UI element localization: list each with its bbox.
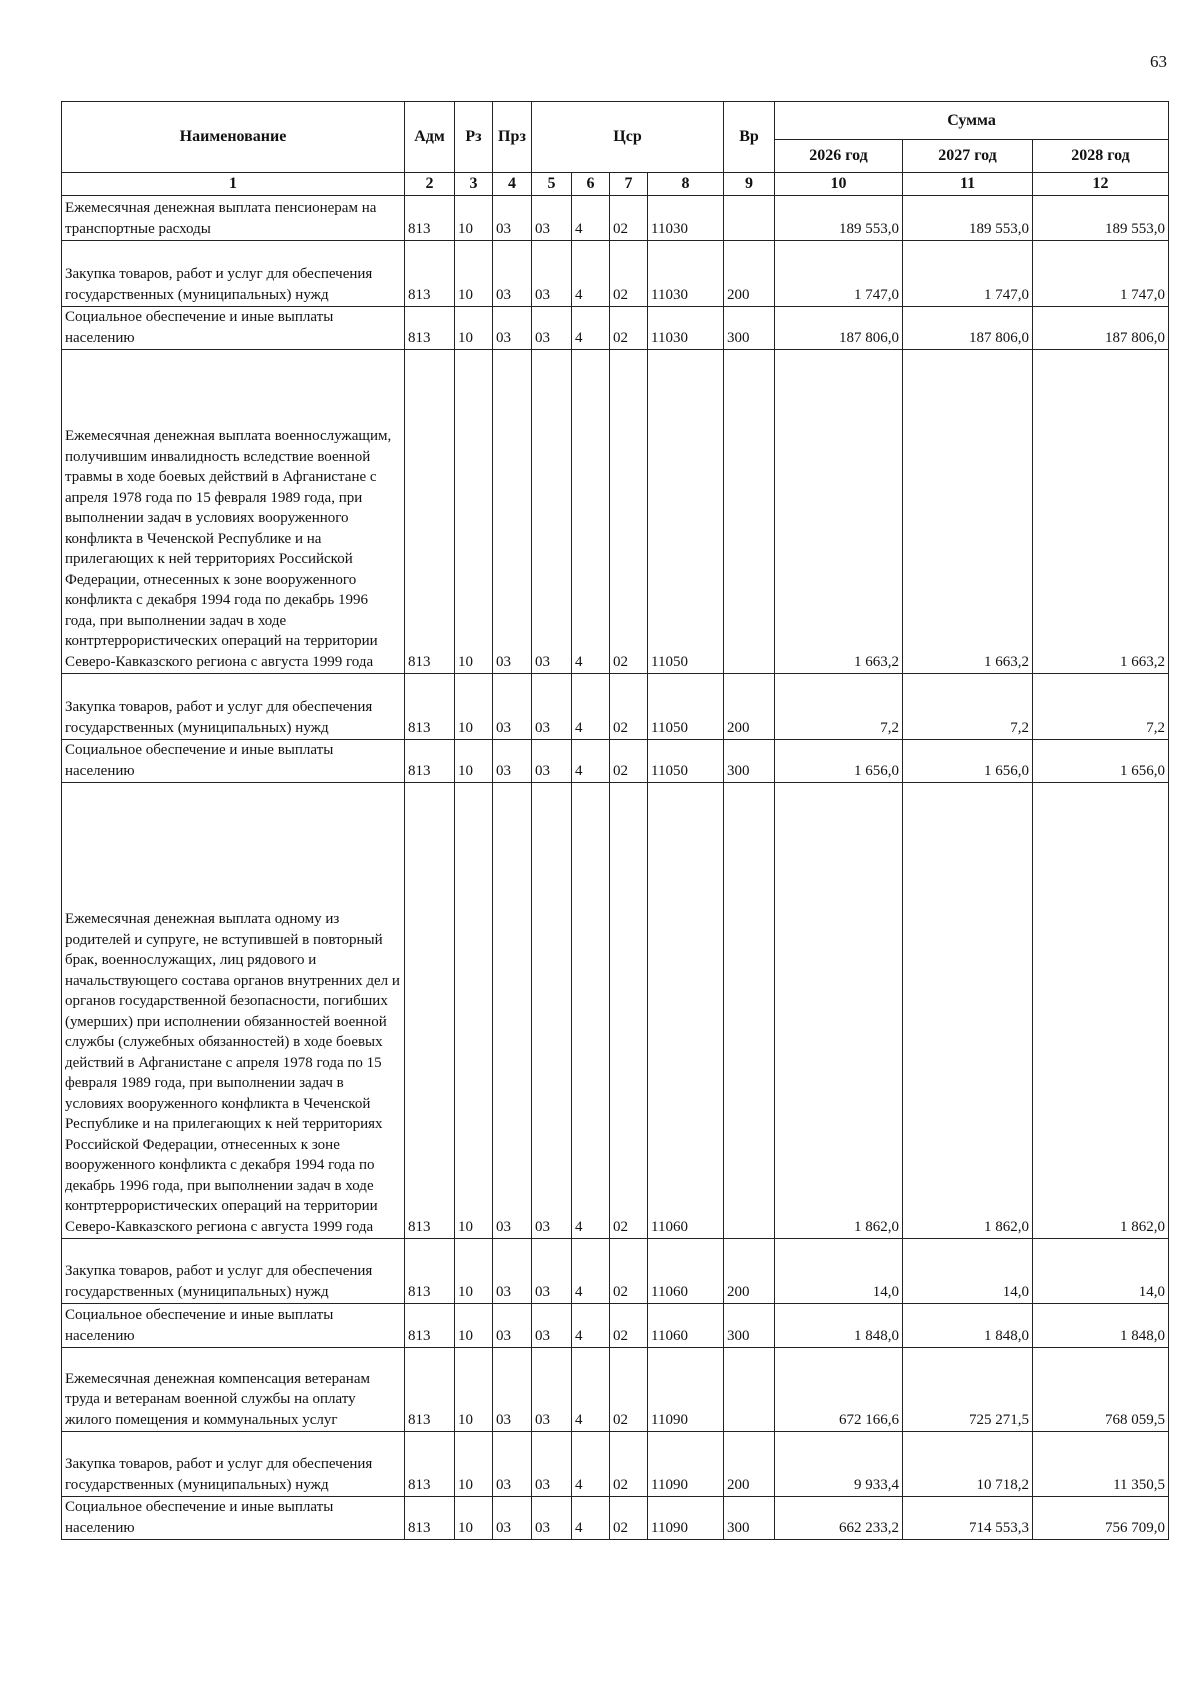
row-vr: 300 xyxy=(724,1304,775,1348)
column-number-row xyxy=(62,173,1169,196)
row-csr-8: 11060 xyxy=(648,1304,724,1348)
row-csr-7: 02 xyxy=(610,1304,648,1348)
row-csr-6: 4 xyxy=(572,1239,610,1304)
row-sum-2027: 1 656,0 xyxy=(903,740,1033,783)
row-sum-2026: 14,0 xyxy=(775,1239,903,1304)
page-number: 63 xyxy=(1150,52,1167,71)
row-sum-2027: 714 553,3 xyxy=(903,1497,1033,1540)
table-row xyxy=(62,1239,1169,1304)
row-csr-8: 11050 xyxy=(648,674,724,740)
row-sum-2026: 662 233,2 xyxy=(775,1497,903,1540)
row-sum-2028: 1 862,0 xyxy=(1033,783,1169,1239)
row-sum-2026: 1 848,0 xyxy=(775,1304,903,1348)
table-row xyxy=(62,674,1169,740)
row-rz: 10 xyxy=(455,740,493,783)
row-sum-2027: 189 553,0 xyxy=(903,196,1033,241)
row-csr-8: 11030 xyxy=(648,307,724,350)
row-csr-5: 03 xyxy=(532,1432,572,1497)
row-sum-2027: 10 718,2 xyxy=(903,1432,1033,1497)
row-csr-5: 03 xyxy=(532,307,572,350)
header-year-2028: 2028 год xyxy=(1033,140,1169,173)
row-csr-6: 4 xyxy=(572,307,610,350)
row-vr: 200 xyxy=(724,674,775,740)
row-csr-8: 11090 xyxy=(648,1497,724,1540)
row-adm: 813 xyxy=(405,307,455,350)
table-row xyxy=(62,241,1169,307)
col-number: 8 xyxy=(648,173,724,196)
row-vr: 200 xyxy=(724,1239,775,1304)
row-sum-2026: 1 656,0 xyxy=(775,740,903,783)
row-name: Закупка товаров, работ и услуг для обеспечения государственных (муниципальных) нужд xyxy=(62,241,405,307)
row-rz: 10 xyxy=(455,1432,493,1497)
row-sum-2028: 1 656,0 xyxy=(1033,740,1169,783)
row-csr-5: 03 xyxy=(532,350,572,674)
row-csr-5: 03 xyxy=(532,1497,572,1540)
row-csr-6: 4 xyxy=(572,196,610,241)
col-number: 5 xyxy=(532,173,572,196)
col-number: 1 xyxy=(62,173,405,196)
row-csr-6: 4 xyxy=(572,241,610,307)
row-name: Ежемесячная денежная выплата пенсионерам на транспортные расходы xyxy=(62,196,405,241)
row-rz: 10 xyxy=(455,241,493,307)
col-number: 4 xyxy=(493,173,532,196)
row-csr-6: 4 xyxy=(572,783,610,1239)
table-row xyxy=(62,783,1169,1239)
row-vr: 200 xyxy=(724,241,775,307)
row-sum-2027: 1 848,0 xyxy=(903,1304,1033,1348)
row-sum-2026: 672 166,6 xyxy=(775,1348,903,1432)
row-rz: 10 xyxy=(455,196,493,241)
budget-table xyxy=(61,101,1169,1540)
row-csr-5: 03 xyxy=(532,783,572,1239)
row-csr-7: 02 xyxy=(610,307,648,350)
row-sum-2028: 1 663,2 xyxy=(1033,350,1169,674)
row-sum-2028: 187 806,0 xyxy=(1033,307,1169,350)
row-vr: 300 xyxy=(724,740,775,783)
row-csr-8: 11060 xyxy=(648,1239,724,1304)
row-csr-6: 4 xyxy=(572,1497,610,1540)
row-vr xyxy=(724,350,775,674)
row-rz: 10 xyxy=(455,1304,493,1348)
row-csr-5: 03 xyxy=(532,1348,572,1432)
col-number: 6 xyxy=(572,173,610,196)
row-sum-2028: 11 350,5 xyxy=(1033,1432,1169,1497)
table-row xyxy=(62,1348,1169,1432)
row-prz: 03 xyxy=(493,740,532,783)
row-csr-5: 03 xyxy=(532,241,572,307)
table-row xyxy=(62,1497,1169,1540)
row-name: Закупка товаров, работ и услуг для обеспечения государственных (муниципальных) нужд xyxy=(62,1239,405,1304)
row-prz: 03 xyxy=(493,1239,532,1304)
row-csr-5: 03 xyxy=(532,1239,572,1304)
header-rz: Рз xyxy=(455,102,493,173)
row-name: Социальное обеспечение и иные выплаты населению xyxy=(62,740,405,783)
row-prz: 03 xyxy=(493,1348,532,1432)
row-sum-2027: 1 862,0 xyxy=(903,783,1033,1239)
col-number: 3 xyxy=(455,173,493,196)
row-csr-5: 03 xyxy=(532,1304,572,1348)
row-prz: 03 xyxy=(493,350,532,674)
row-csr-5: 03 xyxy=(532,196,572,241)
header-year-2026: 2026 год xyxy=(775,140,903,173)
row-csr-8: 11030 xyxy=(648,241,724,307)
header-adm: Адм xyxy=(405,102,455,173)
row-adm: 813 xyxy=(405,241,455,307)
col-number: 7 xyxy=(610,173,648,196)
row-adm: 813 xyxy=(405,1239,455,1304)
row-rz: 10 xyxy=(455,674,493,740)
row-vr xyxy=(724,196,775,241)
row-sum-2026: 189 553,0 xyxy=(775,196,903,241)
row-adm: 813 xyxy=(405,674,455,740)
row-csr-7: 02 xyxy=(610,1432,648,1497)
table-header xyxy=(62,102,1169,196)
row-csr-8: 11050 xyxy=(648,740,724,783)
row-csr-7: 02 xyxy=(610,1348,648,1432)
row-sum-2028: 756 709,0 xyxy=(1033,1497,1169,1540)
row-prz: 03 xyxy=(493,1304,532,1348)
row-adm: 813 xyxy=(405,783,455,1239)
row-name: Ежемесячная денежная компенсация ветеранам труда и ветеранам военной службы на оплату жилого помещения и коммунальных услуг xyxy=(62,1348,405,1432)
header-year-2027: 2027 год xyxy=(903,140,1033,173)
row-csr-7: 02 xyxy=(610,1497,648,1540)
row-prz: 03 xyxy=(493,307,532,350)
row-sum-2028: 7,2 xyxy=(1033,674,1169,740)
row-sum-2026: 1 663,2 xyxy=(775,350,903,674)
header-vr: Вр xyxy=(724,102,775,173)
row-csr-7: 02 xyxy=(610,241,648,307)
row-sum-2028: 14,0 xyxy=(1033,1239,1169,1304)
col-number: 12 xyxy=(1033,173,1169,196)
table-row xyxy=(62,196,1169,241)
row-csr-7: 02 xyxy=(610,783,648,1239)
row-csr-6: 4 xyxy=(572,740,610,783)
row-vr xyxy=(724,1348,775,1432)
header-prz: Прз xyxy=(493,102,532,173)
row-sum-2026: 187 806,0 xyxy=(775,307,903,350)
col-number: 9 xyxy=(724,173,775,196)
row-prz: 03 xyxy=(493,196,532,241)
row-name: Социальное обеспечение и иные выплаты населению xyxy=(62,1497,405,1540)
row-sum-2027: 1 663,2 xyxy=(903,350,1033,674)
row-sum-2028: 768 059,5 xyxy=(1033,1348,1169,1432)
header-sum: Сумма xyxy=(775,102,1169,140)
row-vr xyxy=(724,783,775,1239)
row-sum-2027: 1 747,0 xyxy=(903,241,1033,307)
row-vr: 300 xyxy=(724,1497,775,1540)
row-name: Ежемесячная денежная выплата одному из родителей и супруге, не вступившей в повторный брак, военнослужащих, лиц рядового и начальствующего состава органов внутренних дел и органов государственной безопасности, погибших (умерших) при исполнении обязанностей военной службы (служебных обязанностей) в ходе боевых действий в Афганистане с апреля 1978 года по 15 февраля 1989 года, при выполнении задач в условиях вооруженного конфликта в Чеченской Республике и на прилегающих к ней территориях Российской Федерации, отнесенных к зоне вооруженного конфликта с декабря 1994 года по декабрь 1996 года, при выполнении задач в ходе контртеррористических операций на территории Северо-Кавказского региона с августа 1999 года xyxy=(62,783,405,1239)
row-csr-6: 4 xyxy=(572,1304,610,1348)
row-csr-7: 02 xyxy=(610,350,648,674)
table-row xyxy=(62,1432,1169,1497)
row-rz: 10 xyxy=(455,783,493,1239)
row-csr-6: 4 xyxy=(572,350,610,674)
row-name: Социальное обеспечение и иные выплаты населению xyxy=(62,307,405,350)
row-sum-2026: 1 862,0 xyxy=(775,783,903,1239)
header-name: Наименование xyxy=(62,102,405,173)
row-prz: 03 xyxy=(493,674,532,740)
row-sum-2026: 7,2 xyxy=(775,674,903,740)
row-name: Ежемесячная денежная выплата военнослужащим, получившим инвалидность вследствие военной травмы в ходе боевых действий в Афганистане с апреля 1978 года по 15 февраля 1989 года, при выполнении задач в условиях вооруженного конфликта в Чеченской Республике и на прилегающих к ней территориях Российской Федерации, отнесенных к зоне вооруженного конфликта с декабря 1994 года по декабрь 1996 года, при выполнении задач в ходе контртеррористических операций на территории Северо-Кавказского региона с августа 1999 года xyxy=(62,350,405,674)
row-vr: 200 xyxy=(724,1432,775,1497)
row-csr-5: 03 xyxy=(532,674,572,740)
row-name: Закупка товаров, работ и услуг для обеспечения государственных (муниципальных) нужд xyxy=(62,1432,405,1497)
row-sum-2026: 9 933,4 xyxy=(775,1432,903,1497)
row-name: Социальное обеспечение и иные выплаты населению xyxy=(62,1304,405,1348)
row-name: Закупка товаров, работ и услуг для обеспечения государственных (муниципальных) нужд xyxy=(62,674,405,740)
row-adm: 813 xyxy=(405,350,455,674)
row-sum-2028: 189 553,0 xyxy=(1033,196,1169,241)
row-csr-7: 02 xyxy=(610,674,648,740)
col-number: 10 xyxy=(775,173,903,196)
row-csr-5: 03 xyxy=(532,740,572,783)
row-adm: 813 xyxy=(405,740,455,783)
row-sum-2027: 14,0 xyxy=(903,1239,1033,1304)
row-adm: 813 xyxy=(405,1304,455,1348)
row-sum-2027: 725 271,5 xyxy=(903,1348,1033,1432)
table-body xyxy=(62,196,1169,1540)
col-number: 11 xyxy=(903,173,1033,196)
table-row xyxy=(62,740,1169,783)
row-csr-6: 4 xyxy=(572,674,610,740)
row-csr-7: 02 xyxy=(610,196,648,241)
row-csr-6: 4 xyxy=(572,1432,610,1497)
row-adm: 813 xyxy=(405,1432,455,1497)
row-rz: 10 xyxy=(455,307,493,350)
row-csr-8: 11090 xyxy=(648,1432,724,1497)
row-csr-8: 11090 xyxy=(648,1348,724,1432)
table-row xyxy=(62,1304,1169,1348)
row-sum-2027: 7,2 xyxy=(903,674,1033,740)
row-rz: 10 xyxy=(455,350,493,674)
row-csr-8: 11030 xyxy=(648,196,724,241)
row-prz: 03 xyxy=(493,783,532,1239)
row-adm: 813 xyxy=(405,1497,455,1540)
row-csr-8: 11050 xyxy=(648,350,724,674)
row-prz: 03 xyxy=(493,1432,532,1497)
row-adm: 813 xyxy=(405,1348,455,1432)
row-prz: 03 xyxy=(493,241,532,307)
row-sum-2028: 1 848,0 xyxy=(1033,1304,1169,1348)
table-row xyxy=(62,350,1169,674)
row-rz: 10 xyxy=(455,1348,493,1432)
row-csr-6: 4 xyxy=(572,1348,610,1432)
header-csr: Цср xyxy=(532,102,724,173)
row-vr: 300 xyxy=(724,307,775,350)
col-number: 2 xyxy=(405,173,455,196)
row-rz: 10 xyxy=(455,1497,493,1540)
row-sum-2027: 187 806,0 xyxy=(903,307,1033,350)
row-csr-7: 02 xyxy=(610,1239,648,1304)
row-sum-2026: 1 747,0 xyxy=(775,241,903,307)
row-adm: 813 xyxy=(405,196,455,241)
table-row xyxy=(62,307,1169,350)
row-csr-8: 11060 xyxy=(648,783,724,1239)
row-sum-2028: 1 747,0 xyxy=(1033,241,1169,307)
row-prz: 03 xyxy=(493,1497,532,1540)
row-rz: 10 xyxy=(455,1239,493,1304)
row-csr-7: 02 xyxy=(610,740,648,783)
